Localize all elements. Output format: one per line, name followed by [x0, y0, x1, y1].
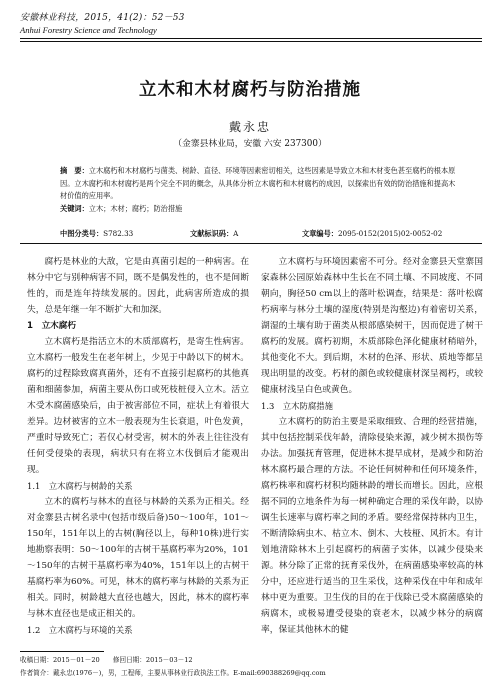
right-column [261, 254, 483, 638]
journal-citation: 安徽林业科技，2015，41(2)：52－53 [20, 13, 185, 23]
paragraph [27, 334, 249, 478]
meta-divider [20, 243, 482, 244]
paragraph [27, 494, 249, 622]
paragraph [261, 254, 483, 398]
paragraph-text: 立木腐朽的防治主要是采取细致、合理的经营措施，其中包括控制采伐年龄，清除侵染来源，减少树木损伤等办法。加强抚育管理，促进林木提早成材，是减少和防治林木腐朽最合理的方法。不论任何树种和任何环境条件，腐朽株率和腐朽材积均随林龄的增长而增长。因此，应根据不同的立地条件为每一树种确定合理的采伐年龄，以协调生长速率与腐朽率之间的矛盾。要经常保持林内卫生，不断清除病虫木、枯立木、倒木、大枝桠、风折木。有计划地清除林木上引起腐朽的病菌子实体，以减少侵染来源。林分除了正常的抚育采伐外，在病菌感染率较高的林分中，还应进行适当的卫生采伐，这种采伐在中年和成年林中更为重要。卫生伐的目的在于伐除已受木腐菌感染的病腐木，或极易遭受侵染的衰老木，以减少林分的病腐率，保证其他林木的健 [261, 417, 483, 635]
doc-value: A [233, 229, 239, 238]
paragraph-text: 立木腐朽与环境因素密不可分。经对金寨县天堂寨国家森林公园原始森林中生长在不同土壤、不同坡度、不同朝向，胸径50 cm以上的落叶松调查，结果是：落叶松腐朽病率与林分土壤的湿度(特别是沟壑边)有着密切关系，湖湿的土壤有助于菌类从根部感染树干，因而促进了树干腐朽的发展。腐朽初期，木质部除色泽化健康材稍暗外，其他变化不大。到后期，木材的色泽、形状、质地等都呈现出明显的改变。朽材的颜色或较健康材深呈褐朽，或较健康材浅呈白色或黄色。 [261, 257, 483, 395]
document-code [190, 229, 238, 239]
footnote-dates: 收稿日期：2015－01－20 修回日期：2015－03－12 [20, 656, 193, 664]
left-column [27, 254, 249, 638]
paragraph-text: 立木的腐朽与林木的直径与林龄的关系为正相关。经对金寨县古树名录中(包括市级后备)50～100年，101～150年，151年以上的古树(胸径以上，每种10株)进行实地勘察表明：50～100年的古树干基腐朽率为20%，101～150年的古树干基腐朽率为40%，151年以上的古树干基腐朽率为60%。可见，林木的腐朽率与林龄的关系为正相关。同时，树龄越大直径也越大，因此，林木的腐朽率与林木直径也是成正相关的。 [27, 497, 249, 619]
abstract-text: 立木腐朽和木材腐朽与菌类、树龄、直径、环境等因素密切相关，这些因素是导致立木和木材变色甚至腐朽的根本原因。立木腐朽和木材腐朽是两个完全不同的概念，从具体分析立木腐朽和木材腐朽的成因，以探索出有效的防治措施和提高木材价值的应用率。 [60, 166, 456, 200]
author-affiliation: （金寨县林业局，安徽 六安 237300） [173, 139, 327, 149]
paragraph [261, 414, 483, 638]
clc-number [60, 229, 133, 239]
section-heading: 1 立木腐朽 [27, 321, 76, 331]
paragraph-text: 立木腐朽是指活立木的木质部腐朽，是寄生性病害。立木腐朽一般发生在老年树上，少见于中龄以下的树木。腐朽的过程除致腐真菌外，还有不直接引起腐朽的其他真菌和细菌参加，病菌主要从伤口或死枝桩侵入立木。活立木受木腐菌感染后，由于被害部位不同，症状上有着很大差异。边材被害的立木一般表现为生长衰退，叶色发黄，严重时导致死亡；若仅心材受害，树木的外表上往往没有任何受侵染的表现，病状只有在将立木伐倒后才能观出现。 [27, 337, 249, 475]
header-rule-thick [20, 38, 482, 39]
article-label: 文章编号： [302, 229, 338, 238]
article-number [302, 229, 442, 239]
paper-author: 戴永忠 [228, 120, 271, 134]
keywords-text: 立木；木材；腐朽；防治措施 [88, 203, 183, 213]
section-heading: 1.1 立木腐朽与树龄的关系 [27, 481, 133, 491]
keywords-label: 关键词： [60, 203, 89, 213]
paragraph [27, 254, 249, 318]
section-heading: 1.2 立木腐朽与环境的关系 [27, 625, 133, 635]
article-value: 2095-0152(2015)02-0052-02 [337, 229, 443, 238]
footnote-rule [20, 651, 104, 652]
clc-value: S782.33 [103, 229, 134, 238]
abstract [60, 165, 460, 203]
footnote-author-bio: 作者简介：戴永忠(1976－)，男，工程师，主要从事林业行政执法工作。E-mail:690388269@qq.com [20, 669, 326, 677]
journal-header [20, 12, 482, 36]
paper-title: 立木和木材腐朽与防治措施 [139, 80, 361, 100]
section-heading: 1.3 立木防腐措施 [261, 401, 333, 411]
clc-label: 中图分类号： [60, 229, 104, 238]
keywords [60, 203, 460, 216]
abstract-label: 摘 要： [60, 166, 89, 175]
doc-label: 文献标识码： [190, 229, 234, 238]
journal-name-en: Anhui Forestry Science and Technology [20, 25, 157, 35]
abstract-block [60, 165, 460, 215]
paragraph-text: 腐朽是林业的大敌，它是由真菌引起的一种病害。在林分中它与别种病害不同，既不是偶发性的，也不是间断性的，而是连年持续发展的。因此，此病害所造成的损失，总是年继一年不断扩大和加深。 [27, 257, 249, 315]
header-rule-thin [20, 41, 482, 42]
